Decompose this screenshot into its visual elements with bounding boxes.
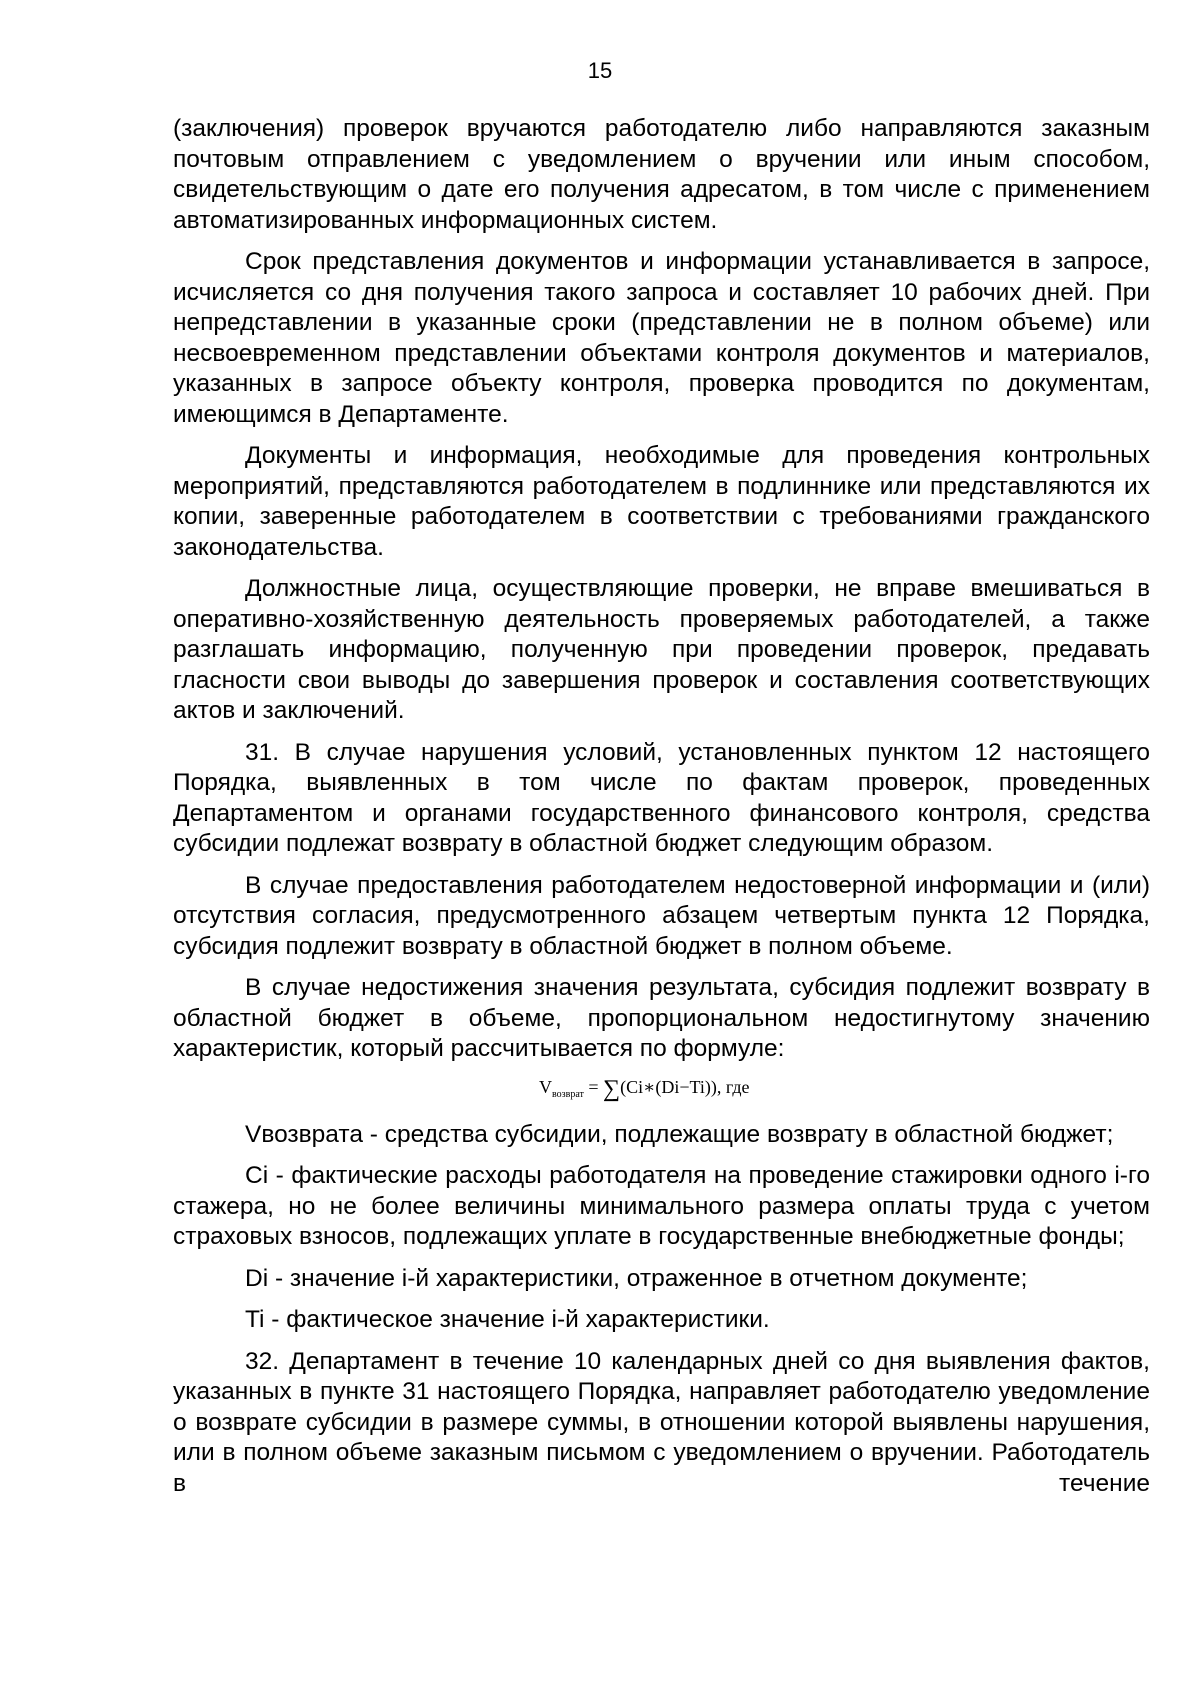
formula-sum-symbol: ∑ [603, 1075, 621, 1102]
paragraph-2: Срок представления документов и информации устанавливается в запросе, исчисляется со дня получения такого запроса и составляет 10 рабочих дней. При непредставлении в указанные сроки (представлении не в полном объеме) или несвоевременном представлении объектами контроля документов и материалов, указанных в запросе объекту контроля, проверка проводится по документам, имеющимся в Департаменте. [173, 248, 1150, 428]
paragraph-9: Ci - фактические расходы работодателя на проведение стажировки одного i-го стажера, но не более величины минимального размера оплаты труда с учетом страховых взносов, подлежащих уплате в государственные внебюджетные фонды; [173, 1162, 1150, 1250]
formula-tail: где [725, 1076, 750, 1097]
paragraph-7: В случае недостижения значения результата, субсидия подлежит возврату в областной бюджет в объеме, пропорциональном недостигнутому значению характеристик, который рассчитывается по формуле: [173, 974, 1150, 1062]
formula-lhs-subscript: возврат [552, 1088, 584, 1100]
formula-expression: (Ci∗(Di−Ti)), [620, 1076, 722, 1097]
return-formula [539, 1074, 1150, 1108]
formula-equals: = [588, 1076, 599, 1097]
paragraph-6: В случае предоставления работодателем недостоверной информации и (или) отсутствия согласия, предусмотренного абзацем четвертым пункта 12 Порядка, субсидия подлежит возврату в областной бюджет в полном объеме. [173, 871, 1150, 960]
paragraph-8: Vвозврата - средства субсидии, подлежащие возврату в областной бюджет; [245, 1120, 1114, 1148]
paragraph-4: Должностные лица, осуществляющие проверки, не вправе вмешиваться в оперативно-хозяйственную деятельность проверяемых работодателей, а также разглашать информацию, полученную при проведении проверок, предавать гласности свои выводы до завершения проверок и составления соответствующих актов и заключений. [173, 575, 1150, 724]
paragraph-10: Di - значение i-й характеристики, отраженное в отчетном документе; [245, 1264, 1028, 1292]
paragraph-12: 32. Департамент в течение 10 календарных дней со дня выявления фактов, указанных в пункте 31 настоящего Порядка, направляет работодателю уведомление о возврате субсидии в размере суммы, в отношении которой выявлены нарушения, или в полном объеме заказным письмом с уведомлением о вручении. Работодатель в течение [173, 1347, 1150, 1497]
paragraph-3: Документы и информация, необходимые для проведения контрольных мероприятий, представляются работодателем в подлиннике или представляются их копии, заверенные работодателем в соответствии с требованиями гражданского законодательства. [173, 442, 1150, 561]
page-number: 15 [587, 58, 613, 83]
paragraph-5: 31. В случае нарушения условий, установленных пунктом 12 настоящего Порядка, выявленных в том числе по фактам проверок, проведенных Департаментом и органами государственного финансового контроля, средства субсидии подлежат возврату в областной бюджет следующим образом. [173, 738, 1150, 857]
paragraph-1: (заключения) проверок вручаются работодателю либо направляются заказным почтовым отправлением с уведомлением о вручении или иным способом, свидетельствующим о дате его получения адресатом, в том числе с применением автоматизированных информационных систем. [173, 115, 1150, 234]
paragraph-11: Ti - фактическое значение i-й характеристики. [245, 1306, 770, 1333]
formula-lhs: V [539, 1076, 552, 1097]
document-body [173, 114, 1150, 1510]
